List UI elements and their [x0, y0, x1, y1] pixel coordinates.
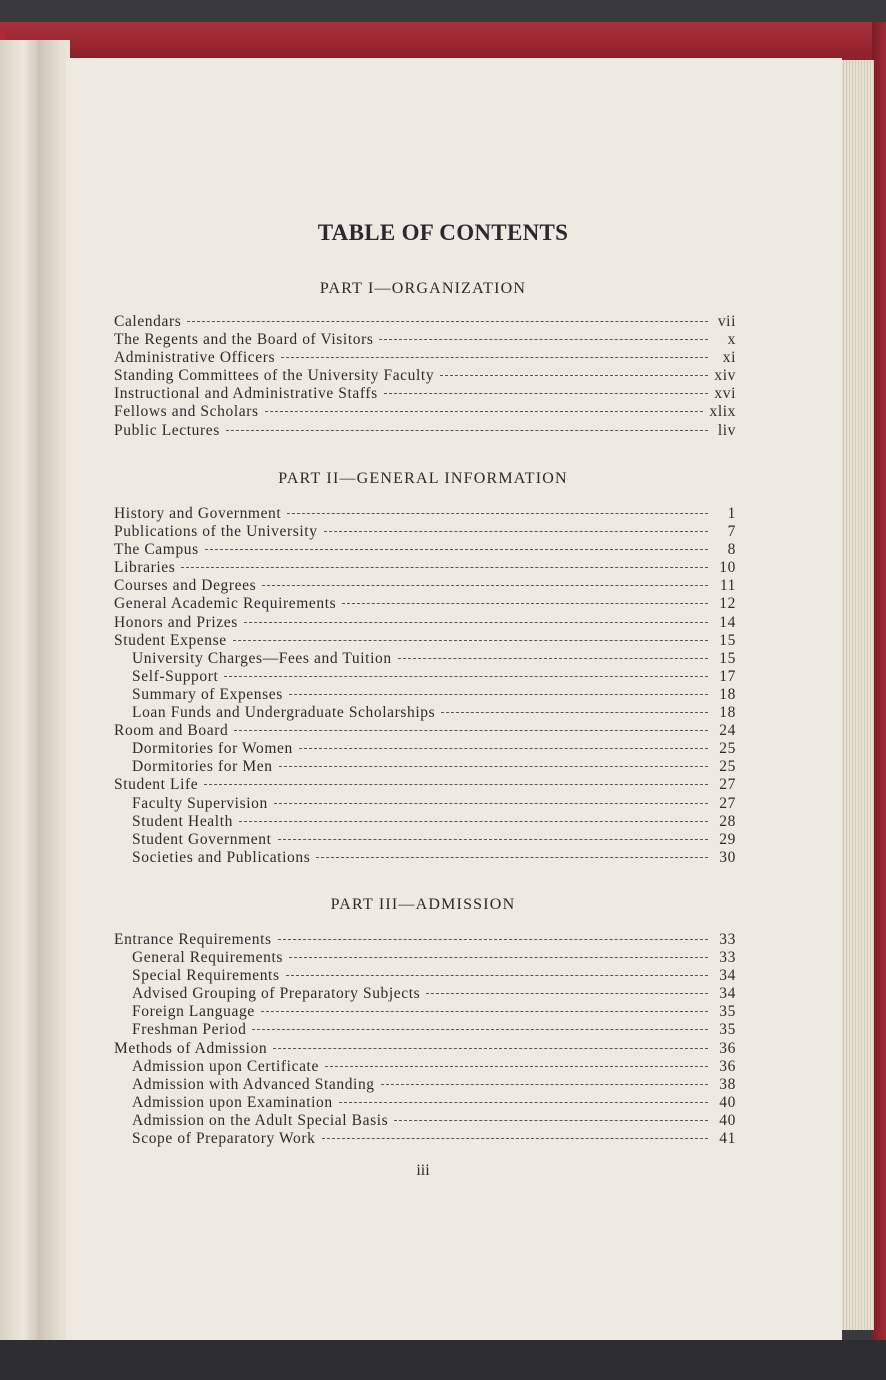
- dot-leader: [204, 784, 708, 785]
- toc-entry-page: 18: [719, 704, 736, 722]
- toc-entry: [114, 740, 736, 758]
- dot-leader: [265, 411, 704, 412]
- dot-leader: [384, 393, 708, 394]
- dot-leader: [339, 1102, 708, 1103]
- toc-entry: [114, 577, 736, 595]
- toc-entry-page: 27: [719, 794, 736, 812]
- toc-entry: [114, 686, 736, 704]
- page-title: TABLE OF CONTENTS: [317, 220, 569, 245]
- toc-entry: [114, 1076, 736, 1094]
- dot-leader: [394, 1120, 708, 1121]
- dot-leader: [299, 748, 708, 749]
- toc-entry-page: 8: [727, 541, 736, 559]
- toc-entry: [114, 403, 736, 421]
- toc-entry-page: x: [727, 331, 736, 349]
- toc-entry: [114, 758, 736, 776]
- toc-entry-label: University Charges—Fees and Tuition: [132, 649, 392, 667]
- toc-list-admission: [114, 931, 736, 1148]
- dot-leader: [324, 531, 708, 532]
- toc-entry-page: 33: [719, 931, 736, 948]
- toc-entry-page: xiv: [714, 367, 736, 385]
- book-cover-top: [0, 22, 886, 62]
- toc-entry: [114, 1003, 736, 1021]
- toc-entry-page: xi: [722, 349, 736, 367]
- toc-entry: [114, 422, 736, 440]
- toc-entry-label: Standing Committees of the University Faculty: [114, 367, 435, 385]
- toc-entry-label: History and Government: [114, 505, 282, 522]
- toc-entry: [114, 795, 736, 813]
- dot-leader: [239, 821, 708, 822]
- dot-leader: [181, 567, 708, 568]
- dot-leader: [316, 857, 708, 858]
- dot-leader: [278, 839, 708, 840]
- toc-entry-page: 12: [719, 595, 736, 613]
- toc-entry: [114, 776, 736, 794]
- toc-entry: [114, 813, 736, 831]
- toc-entry-page: 40: [719, 1111, 736, 1129]
- scan-background: [0, 1340, 886, 1380]
- toc-entry-label: Public Lectures: [114, 421, 220, 439]
- toc-entry-page: 15: [719, 649, 736, 667]
- toc-entry-label: Dormitories for Women: [132, 740, 293, 758]
- toc-entry-label: Admission upon Examination: [132, 1093, 333, 1111]
- toc-entry: [114, 559, 736, 577]
- dot-leader: [325, 1066, 708, 1067]
- dot-leader: [205, 549, 708, 550]
- toc-entry-label: Loan Funds and Undergraduate Scholarships: [132, 704, 436, 722]
- dot-leader: [381, 1084, 708, 1085]
- page-number: iii: [416, 1162, 430, 1179]
- toc-entry-label: Honors and Prizes: [114, 613, 238, 631]
- toc-entry: [114, 668, 736, 686]
- toc-entry: [114, 931, 736, 949]
- toc-entry-page: 30: [719, 848, 736, 866]
- toc-entry-label: Admission on the Adult Special Basis: [132, 1111, 389, 1129]
- toc-entry-label: Special Requirements: [132, 967, 280, 985]
- toc-entry-label: Dormitories for Men: [132, 758, 273, 776]
- dot-leader: [441, 712, 708, 713]
- toc-entry-label: Student Health: [132, 812, 233, 830]
- toc-entry: [114, 349, 736, 367]
- toc-entry-label: Advised Grouping of Preparatory Subjects: [132, 985, 421, 1003]
- toc-entry: [114, 849, 736, 867]
- toc-entry: [114, 1058, 736, 1076]
- toc-entry-label: Publications of the University: [114, 523, 318, 541]
- part-heading-general-information: PART II—GENERAL INFORMATION: [278, 470, 568, 487]
- toc-entry-page: liv: [717, 421, 736, 439]
- toc-entry-page: 27: [719, 776, 736, 794]
- toc-entry-label: Scope of Preparatory Work: [132, 1130, 316, 1148]
- dot-leader: [278, 939, 708, 940]
- part-heading-admission: PART III—ADMISSION: [330, 896, 516, 913]
- dot-leader: [252, 1029, 708, 1030]
- toc-entry: [114, 704, 736, 722]
- toc-entry-page: 36: [719, 1039, 736, 1057]
- dot-leader: [398, 658, 708, 659]
- toc-entry: [114, 1040, 736, 1058]
- toc-list-organization: [114, 313, 736, 440]
- toc-entry-page: 24: [719, 722, 736, 740]
- toc-entry-page: 33: [719, 949, 736, 967]
- toc-entry-label: The Regents and the Board of Visitors: [114, 331, 374, 349]
- toc-entry: [114, 1130, 736, 1148]
- toc-entry-page: 28: [719, 812, 736, 830]
- dot-leader: [286, 975, 708, 976]
- dot-leader: [262, 585, 708, 586]
- dot-leader: [289, 957, 708, 958]
- toc-entry: [114, 523, 736, 541]
- toc-entry-label: Instructional and Administrative Staffs: [114, 385, 378, 403]
- toc-entry-page: 41: [719, 1130, 736, 1148]
- toc-entry-label: Libraries: [114, 559, 176, 577]
- toc-entry-page: 25: [719, 758, 736, 776]
- dot-leader: [440, 375, 708, 376]
- dot-leader: [342, 603, 708, 604]
- dot-leader: [261, 1011, 708, 1012]
- toc-entry-page: xlix: [709, 403, 736, 421]
- toc-entry-label: Student Life: [114, 776, 199, 794]
- dot-leader: [274, 803, 708, 804]
- toc-entry: [114, 632, 736, 650]
- toc-entry-label: Faculty Supervision: [132, 794, 268, 812]
- toc-entry: [114, 367, 736, 385]
- toc-entry-label: Societies and Publications: [132, 848, 311, 866]
- toc-entry: [114, 385, 736, 403]
- toc-entry-label: Methods of Admission: [114, 1039, 268, 1057]
- toc-entry-page: 29: [719, 830, 736, 848]
- toc-entry-page: 18: [719, 685, 736, 703]
- dot-leader: [379, 339, 708, 340]
- toc-entry: [114, 595, 736, 613]
- toc-entry-label: Administrative Officers: [114, 349, 276, 367]
- toc-entry-label: Student Expense: [114, 631, 227, 649]
- toc-entry: [114, 967, 736, 985]
- toc-entry: [114, 505, 736, 523]
- toc-entry-page: xvi: [714, 385, 736, 403]
- toc-entry-page: 25: [719, 740, 736, 758]
- toc-entry: [114, 949, 736, 967]
- toc-entry-label: General Academic Requirements: [114, 595, 337, 613]
- toc-entry: [114, 1094, 736, 1112]
- toc-entry-page: 7: [727, 523, 736, 541]
- toc-entry-label: Entrance Requirements: [114, 931, 272, 948]
- dot-leader: [426, 993, 708, 994]
- dot-leader: [244, 622, 708, 623]
- toc-entry-page: 35: [719, 1021, 736, 1039]
- toc-entry-label: Summary of Expenses: [132, 685, 283, 703]
- page-stack-edge: [838, 60, 874, 1330]
- toc-entry-page: vii: [717, 313, 736, 330]
- toc-entry-label: Foreign Language: [132, 1003, 255, 1021]
- dot-leader: [322, 1138, 709, 1139]
- toc-entry-label: General Requirements: [132, 949, 284, 967]
- toc-entry: [114, 1021, 736, 1039]
- toc-entry-page: 40: [719, 1093, 736, 1111]
- toc-entry-page: 15: [719, 631, 736, 649]
- toc-entry-label: Room and Board: [114, 722, 229, 740]
- toc-entry: [114, 313, 736, 331]
- dot-leader: [226, 430, 708, 431]
- toc-entry-label: Fellows and Scholars: [114, 403, 259, 421]
- toc-entry-page: 34: [719, 967, 736, 985]
- toc-entry-page: 10: [719, 559, 736, 577]
- toc-entry-label: Student Government: [132, 830, 272, 848]
- dot-leader: [273, 1048, 708, 1049]
- dot-leader: [233, 640, 708, 641]
- toc-entry: [114, 985, 736, 1003]
- toc-entry-page: 35: [719, 1003, 736, 1021]
- toc-entry: [114, 650, 736, 668]
- toc-entry-page: 11: [719, 577, 736, 595]
- toc-entry: [114, 614, 736, 632]
- dot-leader: [224, 676, 708, 677]
- toc-entry-label: Courses and Degrees: [114, 577, 257, 595]
- dot-leader: [234, 730, 708, 731]
- toc-entry-page: 1: [727, 505, 736, 522]
- part-heading-organization: PART I—ORGANIZATION: [319, 280, 527, 297]
- toc-entry-page: 38: [719, 1075, 736, 1093]
- toc-entry-label: The Campus: [114, 541, 199, 559]
- toc-entry-label: Freshman Period: [132, 1021, 247, 1039]
- dot-leader: [289, 694, 708, 695]
- toc-entry-label: Self-Support: [132, 667, 219, 685]
- toc-entry-page: 34: [719, 985, 736, 1003]
- toc-list-general-information: [114, 505, 736, 867]
- dot-leader: [187, 321, 708, 322]
- toc-entry: [114, 831, 736, 849]
- toc-entry-page: 17: [719, 667, 736, 685]
- toc-entry: [114, 1112, 736, 1130]
- toc-entry-page: 36: [719, 1057, 736, 1075]
- dot-leader: [279, 766, 708, 767]
- toc-entry-label: Admission with Advanced Standing: [132, 1075, 375, 1093]
- dot-leader: [281, 357, 708, 358]
- toc-entry-label: Admission upon Certificate: [132, 1057, 319, 1075]
- toc-entry-page: 14: [719, 613, 736, 631]
- toc-entry: [114, 541, 736, 559]
- toc-entry-label: Calendars: [114, 313, 182, 330]
- toc-entry: [114, 722, 736, 740]
- toc-entry: [114, 331, 736, 349]
- dot-leader: [287, 513, 708, 514]
